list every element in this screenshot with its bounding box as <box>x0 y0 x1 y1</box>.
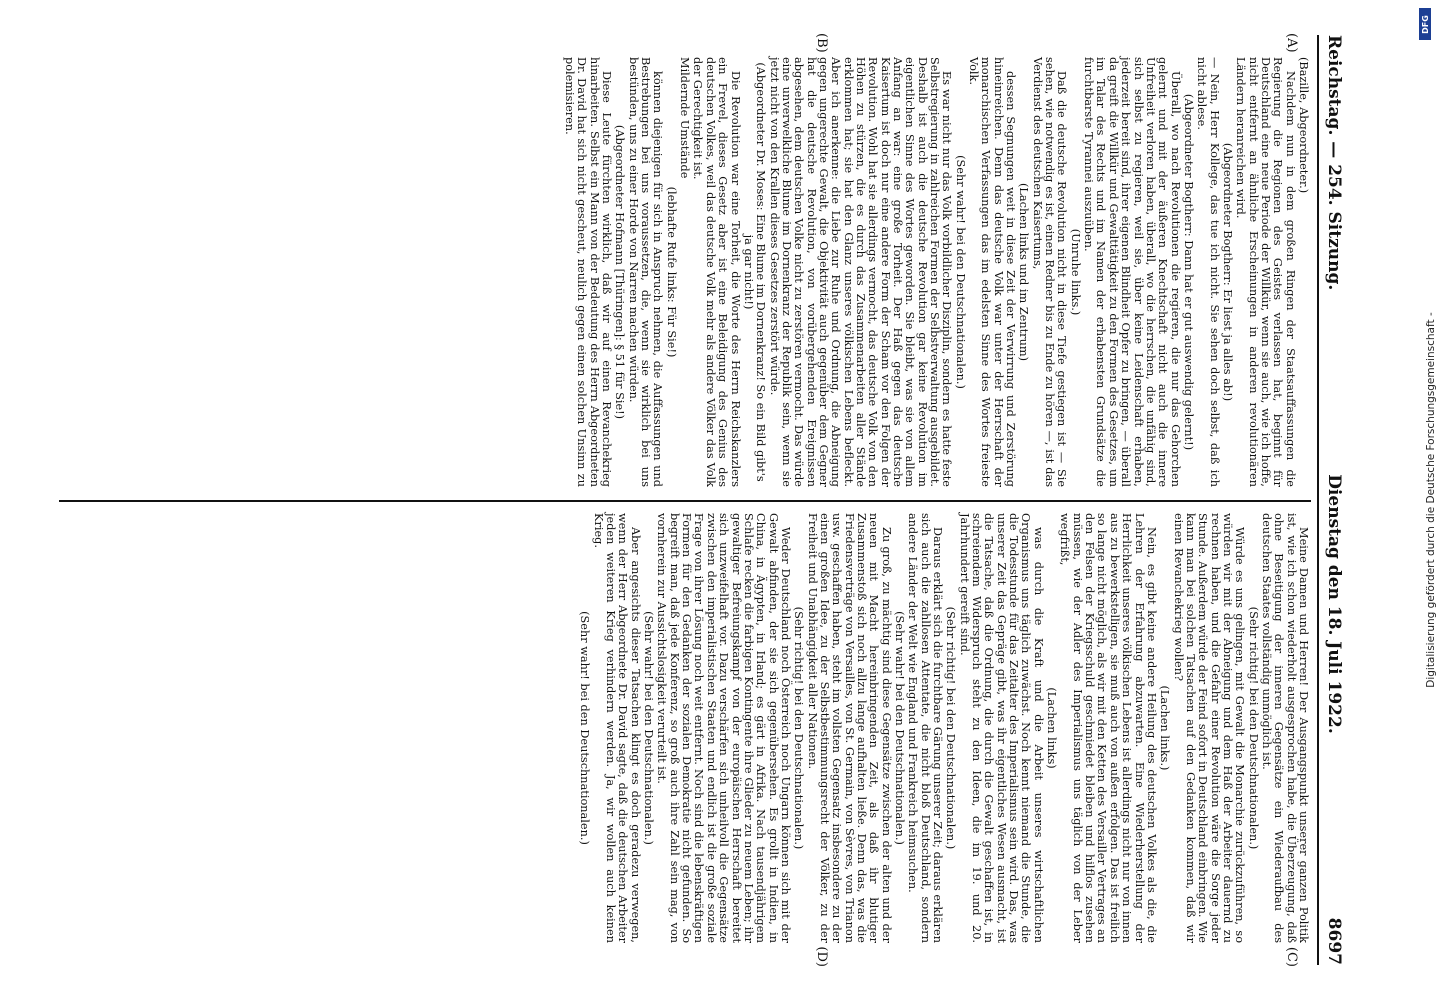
header-center: Dienstag den 18. Juli 1922. <box>1324 474 1344 734</box>
interjection: (Lachen links.) <box>1158 685 1172 771</box>
interjection: (Lachen links und im Zentrum) <box>1017 183 1031 361</box>
header-left: Reichstag. — 254. Sitzung. <box>1324 35 1344 291</box>
paragraph: dessen Segnungen weit in diese Zeit der Verwirrung und Zerstörung hineinreichen. Denn das deutsche Volk war unter der Herrschaft der monarchischen Verfassungen das im edelsten Sinne des Wortes freieste Volk. <box>967 57 1018 487</box>
paragraph: Mildernde Umstände <box>678 57 692 179</box>
running-header <box>1323 35 1345 965</box>
interjection: (Abgeordneter Bogtherr: Er liest ja alles ab!) <box>1220 142 1234 402</box>
dfg-logo-text: DFG <box>1420 14 1430 34</box>
paragraph: was durch die Kraft und die Arbeit unseres wirtschaftlichen Organismus uns täglich zuwächst. Noch kennt niemand die Stunde, die die Todesstunde für das Zeitalter des Imperialismus sein wird. Das, was unserer Zeit das Gepräge gibt, was ihr eigentliches Wesen ausmacht, ist die Tatsache, daß die Ordnung, die durch die Gewalt geschaffen ist, in schreiendem Widerspruch steht zu den Ideen, die im 19. und 20. Jahrhundert gereift sind. <box>957 513 1045 943</box>
interjection: (Abgeordneter Hofmann [Thüringen]: § 51 für Sie!) <box>613 124 627 420</box>
rotated-page <box>39 35 1389 965</box>
paragraph: Überall, wo nach Revolutionen die regieren, die nur das Gehorchen gelernt und mit der äußeren Knechtschaft nicht auch die innere Unfreiheit verloren haben, überall, wo die herrschen, die unfähig sind, sich selbst zu regieren, weil sie, über keine Leidenschaft erhaben, jederzeit bereit sind, ihrer eigenen Blindheit Opfer zu bringen, — überall da greift die Willkür und Gewalttätigkeit zu den Formen des Gesetzes, um im Talar des Rechts und im Namen der erhabensten Grundsätze die furchtbarste Tyrannei auszuüben. <box>1082 57 1182 487</box>
margin-letter-d: (D) <box>814 946 829 967</box>
column-divider <box>59 500 1311 502</box>
interjection: (lebhafte Rufe links: Für Sie!) <box>664 186 678 358</box>
paragraph: Weder Deutschland noch Österreich noch Ungarn können sich mit der Gewalt abfinden, der sie sich gegenübersehen. Es grollt in Indien, in China, in Ägypten, in Irland; es gärt in Afrika. Nach tausendjährigem Schlafe recken die farbigen Kontingente ihre Glieder zu neuem Leben; ihr gewaltiger Befreiungskampf von der europäischen Herrschaft bereitet sich unzweifelhaft vor. Dazu verschärfen sich unheilvoll die Gegensätze zwischen den imperialistischen Staaten und endlich ist die große soziale Frage von ihrer Lösung noch weit entfernt. Noch sind die lebenskräftigen Formen für den Gedanken der sozialen Demokratie nicht gefunden. So begreift man, daß jede Konferenz, so groß auch ihre Zahl sein mag, von vornherein zur Aussichtslosigkeit verurteilt ist. <box>655 513 792 943</box>
paragraph: können diejenigen für sich in Anspruch nehmen, die Auffassungen und Bestrebungen bei uns voraussetzen, die, wenn sie wirklich bei uns bestünden, uns zu einer Horde von Narren machen würden. <box>626 57 665 487</box>
margin-letter-b: (B) <box>814 33 829 53</box>
paragraph: Aber angesichts dieser Tatsachen klingt es doch geradezu verwegen, wenn der Herr Abgeordnete Dr. David sagte, daß die deutschen Arbeiter jeden weiteren Krieg verhindern werden. Ja, wir wollen auch keinen Krieg. <box>591 513 642 943</box>
paragraph: Würde es uns gelingen, mit Gewalt die Monarchie zurückzuführen, so würden wir mit der Abneigung und dem Haß der Arbeiter dauernd zu rechnen haben, und die Gefahr einer Revolution wäre die Sorge jeder Stunde. Außerdem würde der Feind sofort in Deutschland einbringen. Wie kann man bei solchen Tatsachen auf den Gedanken kommen, daß wir einen Revanchekrieg wollen? <box>1171 513 1247 943</box>
interjection: (Sehr wahr! bei den Deutschnationalen.) <box>642 611 656 845</box>
paragraph: (Bazille, Abgeordneter.) <box>1297 57 1310 194</box>
paragraph: Daraus erklärt sich die furchtbare Gärung unserer Zeit; daraus erklären sich auch die zahllosen Attentate, die nicht bloß Deutschland, sondern andere Länder der Welt wie England und Frankreich heimsuchen. <box>906 513 945 943</box>
interjection: (Unruhe links.) <box>1068 228 1082 316</box>
paragraph: Zu groß, zu mächtig sind diese Gegensätze zwischen der alten und der neuen mit Macht hereinbringenden Zeit, als daß ihr blutiger Zusammenstoß sich noch allzu lange aufhalten ließe. Denn das, was die Friedensverträge von Versailles, von St. Germain, von Sèvres, von Trianon usw. geschaffen haben, steht im vollsten Gegensatz insbesondere zu der einen großen Idee, zu der Selbstbestimmungsrecht der Völker, zu der Freiheit und Unabhängigkeit aller Nationen. <box>805 513 893 943</box>
paragraph: — Nein, Herr Kollege, das tue ich nicht. Sie sehen doch selbst, daß ich nicht ablese. <box>1195 57 1221 487</box>
paragraph: Diese Leute fürchten wirklich, daß wir auf einen Revanchekrieg hinarbeiten. Selbst ein Mann von der Bedeutung des Herrn Abgeordneten Dr. David hat sich nicht gescheut, neulich gegen einen solchen Unsinn zu polemisieren. <box>563 57 614 487</box>
interjection: (Abgeordneter Dr. Moses: Eine Blume im Dornenkranz! So ein Bild gibt's ja gar nicht!) <box>741 62 768 482</box>
page-number: 8697 <box>1324 917 1344 965</box>
right-column <box>57 513 1309 943</box>
interjection: (Sehr wahr! bei den Deutschnationalen.) <box>578 611 592 845</box>
paragraph: Daß die deutsche Revolution nicht in diese Tiefe gestiegen ist — Sie sehen, wie notwendig es ist, einen Redner bis zu Ende zu hören —, ist das Verdienst des deutschen Kaisertums, <box>1030 57 1069 487</box>
interjection: (Lachen links) <box>1045 687 1059 769</box>
interjection: (Abgeordneter Bogtherr: Dann hat er gut auswendig gelernt!) <box>1181 93 1195 451</box>
paragraph: Es war nicht nur das Volk vorbildlicher Disziplin, sondern es hatte feste Selbstregierung in zahlreichen Formen der Selbstverwaltung ausgebildet. Deshalb ist auch die deutsche Revolution gar keine Revolution im eigentlichen Sinne des Wortes geworden. Sie bleibt, was sie von allem Anfang an war: eine große Torheit. Der Haß gegen das deutsche Kaisertum ist doch nur eine andere Form der Scham vor den Folgen der Revolution. Wohl hat sie allerdings vermocht, das deutsche Volk von den Höhen zu stürzen, die es durch das Zusammenarbeiten aller Stände erklommen hat; sie hat den Glanz unseres völkischen Lebens befleckt. Aber ich anerkenne: die Liebe zur Ruhe und Ordnung, die Abneigung gegen ungerechte Gewalt, die Objektivität auch gegenüber dem Gegner hat die deutsche Revolution, von vorübergehenden Ereignissen abgesehen, dem deutschen Volke nicht zu zerstören vermocht. Das würde eine unverwelkliche Blume im Dornenkranz der Republik sein, wenn sie jetzt nicht von den Krallen dieses Gesetzes zerstört würde. <box>767 57 954 487</box>
left-column <box>57 57 1309 487</box>
margin-letter-c: (C) <box>1284 946 1299 967</box>
header-rule <box>1317 35 1319 965</box>
margin-letter-a: (A) <box>1284 33 1299 53</box>
interjection: (Sehr wahr! bei den Deutschnationalen.) <box>953 155 967 389</box>
interjection: (Sehr wahr! bei den Deutschnationalen.) <box>893 611 906 845</box>
paragraph: Die Revolution war eine Torheit, die Worte des Herrn Reichskanzlers ein Frevel, dieses Gesetz aber ist eine Beleidigung des Genius des deutschen Volkes, weil das deutsche Volk mehr als andere Völker das Volk der Gerechtigkeit ist. <box>691 57 742 487</box>
paragraph: Nein, es gibt keine andere Heilung des deutschen Volkes als die, die Lehren der Erfahrung abzuwarten. Eine Wiederherstellung der Herrlichkeit unseres völkischen Lebens ist allerdings nicht nur von innen aus zu bewerkstelligen, sie muß auch von außen erfolgen. Das ist freilich so lange nicht möglich, als wir mit den Ketten des Versailler Vertrages an den Felsen der Kriegsschuld geschmiedet bleiben und hilflos zusehen müssen, wie der Adler des Imperialismus uns täglich von der Leber wegfrißt, <box>1058 513 1158 943</box>
interjection: (Sehr richtig! bei den Deutschnationalen.) <box>1246 606 1260 850</box>
dfg-logo <box>1419 8 1431 40</box>
interjection: (Sehr richtig! bei den Deutschnationalen.) <box>792 606 806 850</box>
paragraph: Nachdem nun in dem großen Ringen der Staatsauffassungen die Regierung die Regionen des Geistes verlassen hat, beginnt für Deutschland eine neue Periode der Willkür, wenn sie auch, wie ich hoffe, nicht entfernt an ähnliche Erscheinungen in anderen revolutionären Ländern heranreichen wird. <box>1234 57 1297 487</box>
interjection: (Sehr richtig! bei den Deutschnationalen.) <box>944 606 958 850</box>
paragraph: Meine Damen und Herren! Der Ausgangspunkt unserer ganzen Politik ist, wie ich schon wiederholt ausgesprochen habe, die Überzeugung, daß ohne Beseitigung der inneren Gegensätze ein Wiederaufbau des deutschen Staates vollständig unmöglich ist. <box>1259 513 1310 943</box>
digitization-credit: Digitalisierung gefördert durch die Deutsche Forschungsgemeinschaft - <box>1425 312 1437 688</box>
